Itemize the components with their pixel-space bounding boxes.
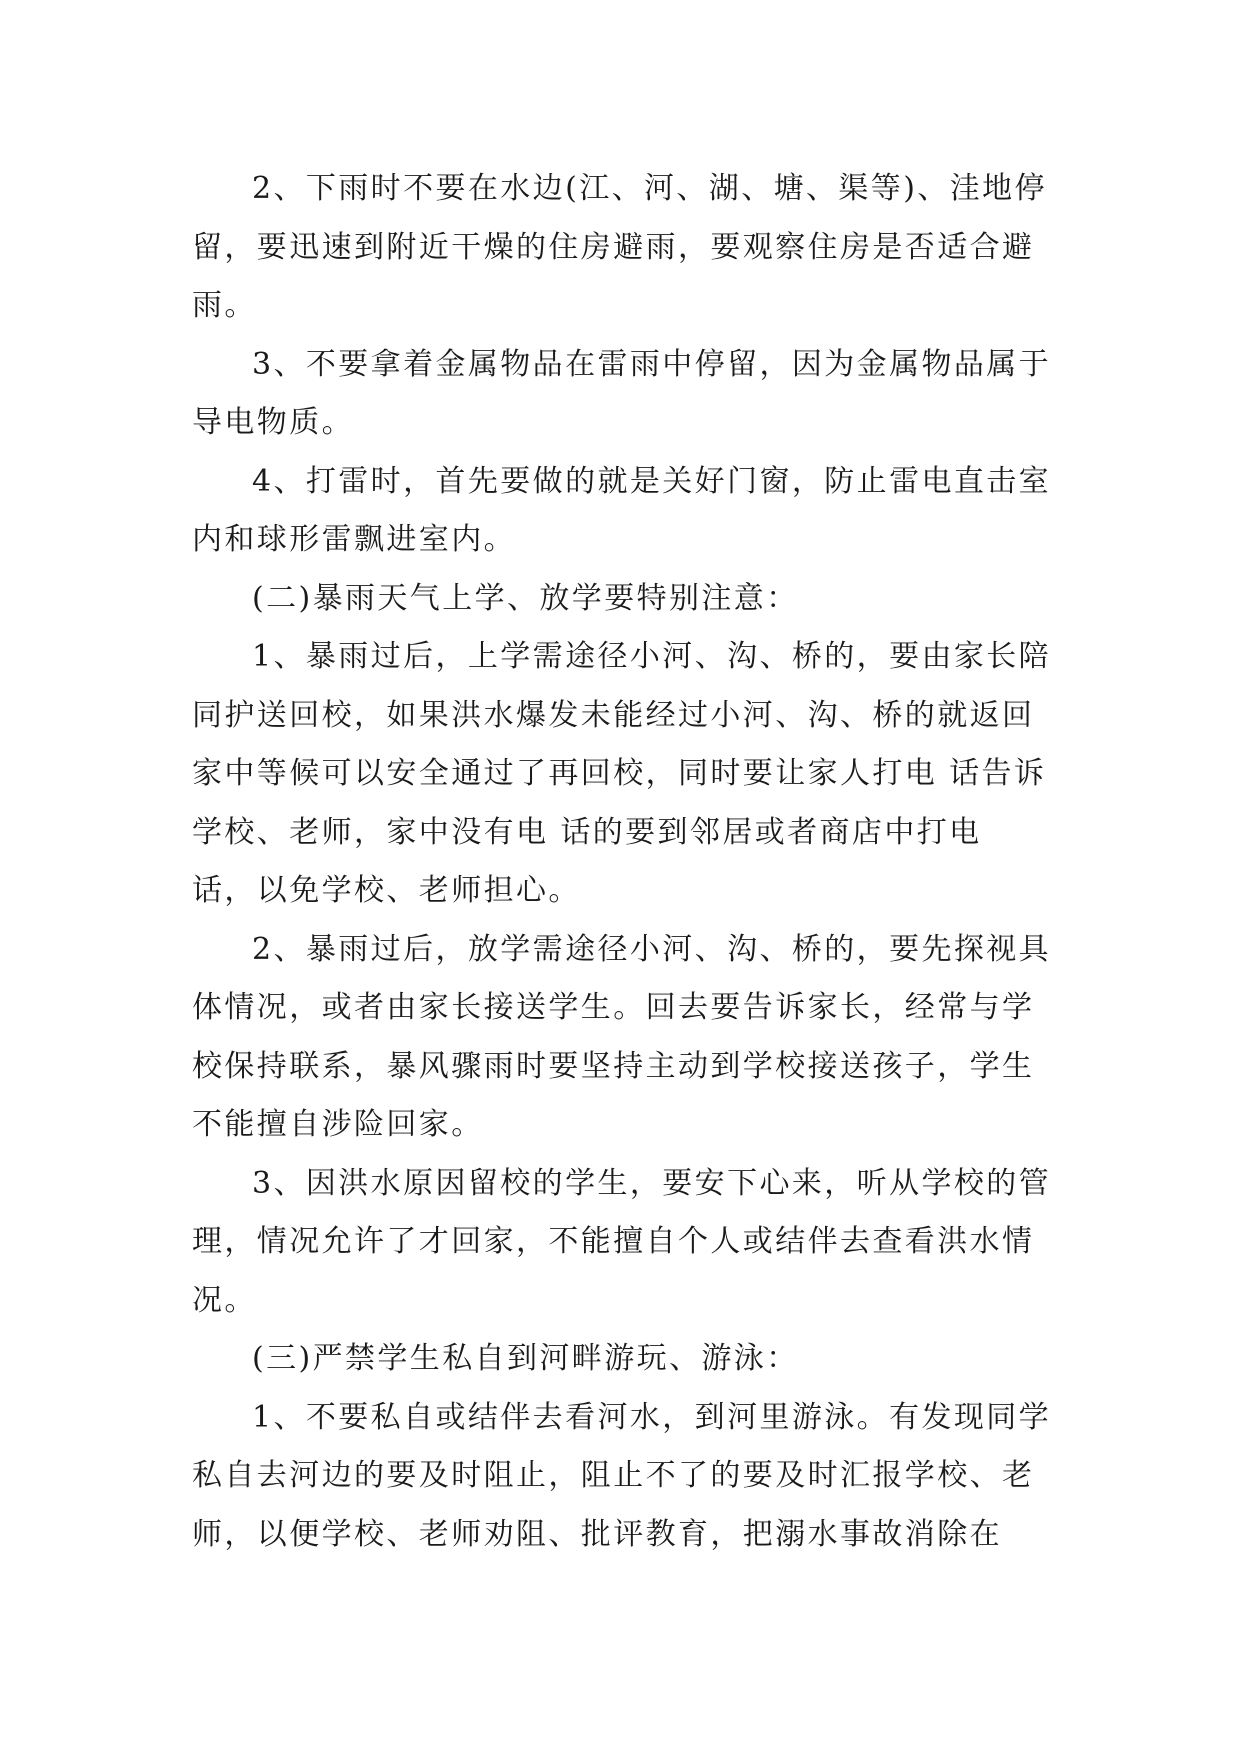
document-body	[192, 160, 1052, 1564]
section-heading-no-swimming: (三)严禁学生私自到河畔游玩、游泳：	[252, 1341, 799, 1376]
paragraph-leaving-school: 2、暴雨过后，放学需途径小河、沟、桥的，要先探视具体情况，或者由家长接送学生。回去要告诉家长，经常与学校保持联系，暴风骤雨时要坚持主动到学校接送孩子，学生不能擅自涉险回家。	[192, 931, 1052, 1142]
paragraph-staying-at-school: 3、因洪水原因留校的学生，要安下心来，听从学校的管理，情况允许了才回家，不能擅自个人或结伴去查看洪水情况。	[192, 1165, 1052, 1318]
paragraph-metal-objects: 3、不要拿着金属物品在雷雨中停留，因为金属物品属于导电物质。	[192, 346, 1052, 440]
paragraph-close-windows: 4、打雷时，首先要做的就是关好门窗，防止雷电直击室内和球形雷飘进室内。	[192, 463, 1052, 557]
paragraph-going-to-school: 1、暴雨过后，上学需途径小河、沟、桥的，要由家长陪同护送回校，如果洪水爆发未能经过小河、沟、桥的就返回家中等候可以安全通过了再回校，同时要让家人打电 话告诉学校、老师，家中没有电 话的要到邻居或者商店中打电 话，以免学校、老师担心。	[192, 639, 1052, 908]
section-heading-rainstorm-commute: (二)暴雨天气上学、放学要特别注意：	[252, 580, 799, 616]
paragraph-no-river-visits: 1、不要私自或结伴去看河水，到河里游泳。有发现同学私自去河边的要及时阻止，阻止不了的要及时汇报学校、老师，以便学校、老师劝阻、批评教育，把溺水事故消除在	[192, 1399, 1052, 1552]
paragraph-rain-waterside: 2、下雨时不要在水边(江、河、湖、塘、渠等)、洼地停留，要迅速到附近干燥的住房避雨，要观察住房是否适合避雨。	[192, 171, 1047, 323]
